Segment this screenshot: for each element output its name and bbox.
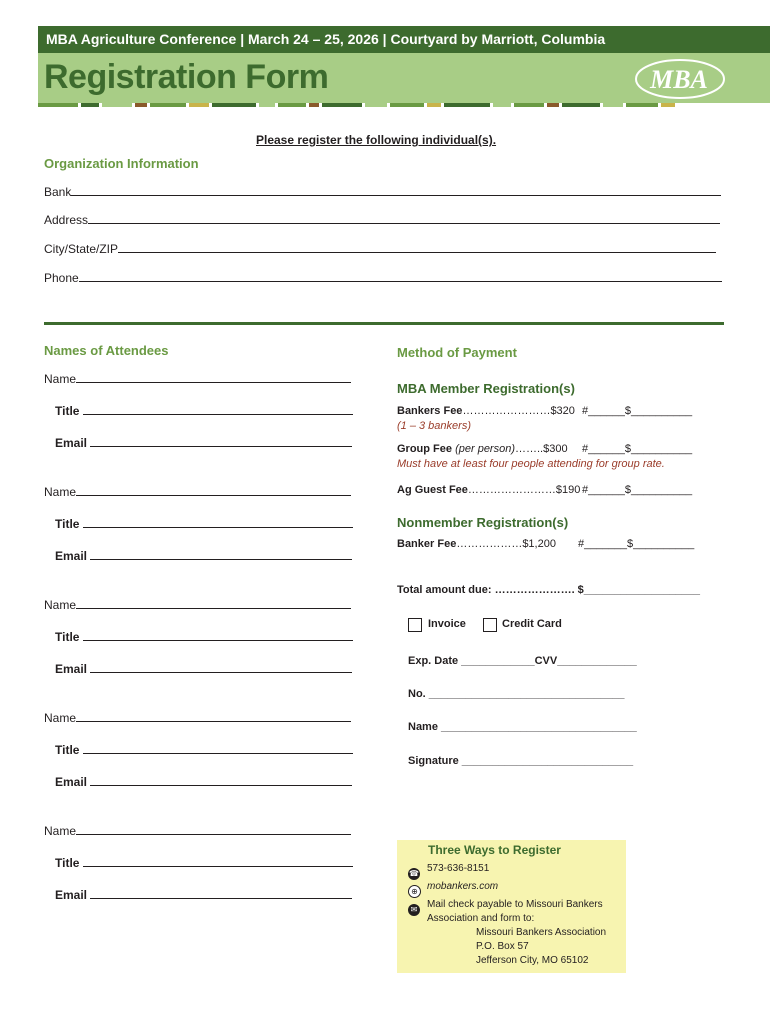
attendee-label: Email <box>55 662 88 676</box>
attendee-label: Name <box>44 711 77 725</box>
exp-cvv-field[interactable]: Exp. Date ____________CVV_____________ <box>408 655 637 667</box>
group-fee-note: Must have at least four people attending for group rate. <box>397 458 665 470</box>
group-fee-qty[interactable]: #______$__________ <box>582 443 693 455</box>
three-ways-heading: Three Ways to Register <box>428 843 561 857</box>
invoice-label: Invoice <box>428 618 466 630</box>
phone-field[interactable]: Phone <box>44 270 722 285</box>
attendee-email-field[interactable] <box>55 774 352 789</box>
member-heading: MBA Member Registration(s) <box>397 381 575 396</box>
attendee-title-field[interactable] <box>55 742 353 757</box>
attendee-label: Email <box>55 436 88 450</box>
banker-fee-qty[interactable]: #_______$__________ <box>578 538 695 550</box>
attendee-email-field[interactable] <box>55 435 352 450</box>
card-number-field[interactable]: No. ________________________________ <box>408 688 625 700</box>
invoice-checkbox[interactable] <box>408 618 422 637</box>
intro-text: Please register the following individual(s). <box>256 133 497 147</box>
attendee-label: Title <box>55 404 80 418</box>
mail-address-2: P.O. Box 57 <box>476 941 529 952</box>
payment-heading: Method of Payment <box>397 345 517 360</box>
phone-icon: ☎ <box>409 869 419 878</box>
nonmember-heading: Nonmember Registration(s) <box>397 515 569 530</box>
credit-card-checkbox[interactable] <box>483 618 497 637</box>
attendee-label: Name <box>44 485 77 499</box>
mail-address-1: Missouri Bankers Association <box>476 927 607 938</box>
attendee-email-field[interactable] <box>55 887 352 902</box>
event-line: MBA Agriculture Conference | March 24 – 25, 2026 | Courtyard by Marriott, Columbia <box>46 31 606 47</box>
attendee-label: Title <box>55 630 80 644</box>
page-title: Registration Form <box>44 58 329 96</box>
attendee-label: Name <box>44 824 77 838</box>
credit-card-label: Credit Card <box>502 618 562 630</box>
attendee-name-field[interactable] <box>44 484 351 499</box>
attendee-label: Name <box>44 372 77 386</box>
bankers-fee-row[interactable]: Bankers Fee……………………$320 <box>397 405 575 417</box>
attendee-label: Name <box>44 598 77 612</box>
attendee-label: Email <box>55 549 88 563</box>
ag-guest-fee-row[interactable]: Ag Guest Fee……………………$190 <box>397 484 581 496</box>
organization-heading: Organization Information <box>44 156 199 171</box>
attendee-label: Email <box>55 888 88 902</box>
section-divider <box>44 322 724 325</box>
svg-text:MBA: MBA <box>650 65 708 94</box>
bankers-fee-qty[interactable]: #______$__________ <box>582 405 693 417</box>
address-field[interactable]: Address <box>44 212 720 227</box>
group-fee-row[interactable]: Group Fee (per person)……..$300 <box>397 443 568 455</box>
ag-guest-fee-qty[interactable]: #______$__________ <box>582 484 693 496</box>
attendee-email-field[interactable] <box>55 548 352 563</box>
mail-icon: ✉ <box>408 899 420 917</box>
attendee-title-field[interactable] <box>55 629 353 644</box>
register-web[interactable]: mobankers.com <box>427 881 499 892</box>
register-phone[interactable]: 573-636-8151 <box>427 863 490 874</box>
attendee-label: Title <box>55 517 80 531</box>
attendee-name-field[interactable] <box>44 597 351 612</box>
mail-address-3: Jefferson City, MO 65102 <box>476 955 589 966</box>
bank-field[interactable]: Bank <box>44 184 721 199</box>
cardholder-name-field[interactable]: Name ________________________________ <box>408 721 637 733</box>
attendee-name-field[interactable] <box>44 371 351 386</box>
city-state-zip-field[interactable]: City/State/ZIP <box>44 241 716 256</box>
attendee-title-field[interactable] <box>55 516 353 531</box>
banker-fee-row[interactable]: Banker Fee………………$1,200 <box>397 538 556 550</box>
mail-line-2: Association and form to: <box>427 913 535 924</box>
attendee-name-field[interactable] <box>44 823 351 838</box>
bankers-fee-note: (1 – 3 bankers) <box>397 420 471 432</box>
globe-icon: ⊕ <box>408 881 421 899</box>
attendee-email-field[interactable] <box>55 661 352 676</box>
attendee-name-field[interactable] <box>44 710 351 725</box>
header-stripe <box>38 103 770 107</box>
mba-logo <box>632 57 727 101</box>
attendees-heading: Names of Attendees <box>44 343 169 358</box>
attendee-label: Title <box>55 743 80 757</box>
attendee-title-field[interactable] <box>55 855 353 870</box>
mail-line-1: Mail check payable to Missouri Bankers <box>427 899 603 910</box>
attendee-label: Title <box>55 856 80 870</box>
attendee-label: Email <box>55 775 88 789</box>
total-amount-field[interactable]: Total amount due: …………………. $___________________ <box>397 584 701 596</box>
signature-field[interactable]: Signature ____________________________ <box>408 755 634 767</box>
attendee-title-field[interactable] <box>55 403 353 418</box>
